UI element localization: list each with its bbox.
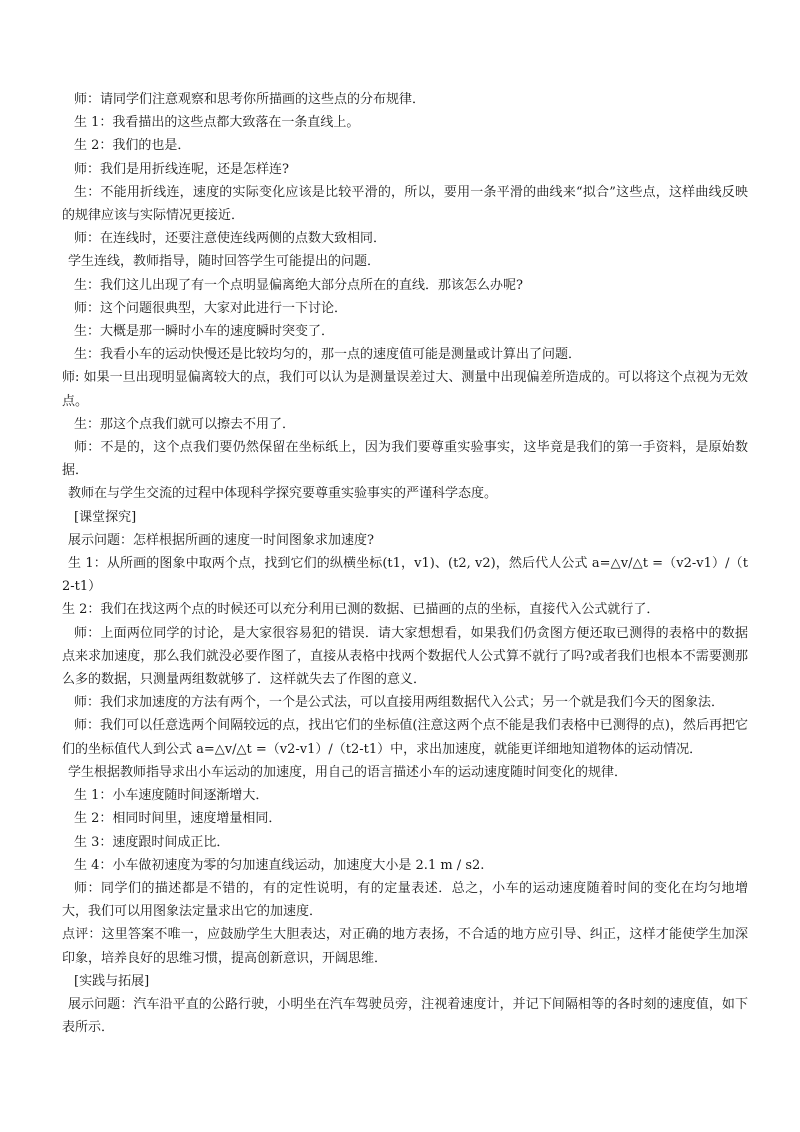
paragraph: 学生连线，教师指导，随时回答学生可能提出的问题． (68, 254, 381, 270)
paragraph: 生：我看小车的运动快慢还是比较均匀的，那一点的速度值可能是测量或计算出了问题． (74, 347, 582, 363)
paragraph: 生 3：速度跟时间成正比． (74, 834, 230, 850)
paragraph: 生：不能用折线连，速度的实际变化应该是比较平滑的，所以，要用一条平滑的曲线来“拟合”这些点，这样曲线反映的规律应该与实际情况更接近． (62, 184, 748, 224)
paragraph: 师：我们可以任意选两个间隔较远的点，找出它们的坐标值(注意这两个点不能是我们表格中已测得的点)，然后再把它们的坐标值代人到公式 a=△v/△t =（v2-v1）/（t2-t1）中，求出加速度，就能更详细地知道物体的运动情况． (62, 718, 748, 757)
paragraph: 展示问题：怎样根据所画的速度一时间图象求加速度? (68, 532, 374, 548)
paragraph: 生 1：我看描出的这些点都大致落在一条直线上。 (74, 115, 360, 131)
paragraph: 生：那这个点我们就可以擦去不用了． (74, 416, 296, 432)
paragraph: 师：请同学们注意观察和思考你所描画的这些点的分布规律． (74, 92, 426, 107)
paragraph: 师：这个问题很典型，大家对此进行一下讨论． (74, 300, 348, 316)
paragraph: 教师在与学生交流的过程中体现科学探究要尊重实验事实的严谨科学态度。 (68, 486, 498, 502)
paragraph: 生：我们这儿出现了有一个点明显偏离绝大部分点所在的直线．那该怎么办呢? (74, 277, 523, 293)
paragraph: 师：上面两位同学的讨论，是大家很容易犯的错误．请大家想想看，如果我们仍贪图方便还取已测得的表格中的数据点来求加速度，那么我们就没必要作图了，直接从表格中找两个数据代人公式算不就行了吗?或者我们也根本不需要测那么多的数据，只测量两组数就够了．这样就失去了作图的意义． (62, 625, 748, 688)
paragraph: 师：不是的，这个点我们要仍然保留在坐标纸上，因为我们要尊重实验事实，这毕竟是我们的第一手资料，是原始数据． (62, 440, 748, 479)
paragraph: 生 2：我们的也是． (74, 138, 191, 154)
document-page (62, 88, 748, 1039)
paragraph: 师：我们是用折线连呢，还是怎样连? (74, 161, 289, 177)
paragraph: [课堂探究] (74, 509, 137, 525)
paragraph: 师: 如果一旦出现明显偏离较大的点，我们可以认为是测量误差过大、测量中出现偏差所造成的。可以将这个点视为无效点。 (62, 370, 748, 409)
paragraph: 师：同学们的描述都是不错的，有的定性说明，有的定量表述．总之，小车的运动速度随着时间的变化在均匀地增大，我们可以用图象法定量求出它的加速度． (62, 880, 748, 920)
paragraph: 生 2：我们在找这两个点的时候还可以充分利用已测的数据、已描画的点的坐标，直接代入公式就行了． (62, 602, 660, 618)
paragraph: 师：我们求加速度的方法有两个，一个是公式法，可以直接用两组数据代入公式；另一个就是我们今天的图象法． (74, 695, 725, 711)
paragraph: 生 2：相同时间里，速度增量相同． (74, 811, 282, 827)
paragraph: [实践与拓展] (74, 973, 150, 989)
paragraph: 生 1：从所画的图象中取两个点，找到它们的纵横坐标(t1，v1)、(t2, v2)，然后代人公式 a=△v/△t =（v2-v1）/（t2-t1） (62, 556, 748, 595)
paragraph: 生：大概是那一瞬时小车的速度瞬时突变了． (74, 324, 335, 340)
paragraph: 点评：这里答案不唯一，应鼓励学生大胆表达，对正确的地方表扬，不合适的地方应引导、纠正，这样才能使学生加深印象，培养良好的思维习惯，提高创新意识，开阔思维． (62, 927, 748, 966)
paragraph: 生 4：小车做初速度为零的匀加速直线运动，加速度大小是 2.1 m / s2. (74, 857, 485, 873)
paragraph: 生 1：小车速度随时间逐渐增大． (74, 788, 269, 804)
paragraph: 师：在连线时，还要注意使连线两侧的点数大致相同． (74, 231, 387, 247)
paragraph: 展示问题：汽车沿平直的公路行驶，小明坐在汽车驾驶员旁，注视着速度计，并记下间隔相等的各时刻的速度值，如下表所示． (62, 996, 748, 1036)
paragraph: 学生根据教师指导求出小车运动的加速度，用自己的语言描述小车的运动速度随时间变化的规律． (68, 764, 628, 780)
